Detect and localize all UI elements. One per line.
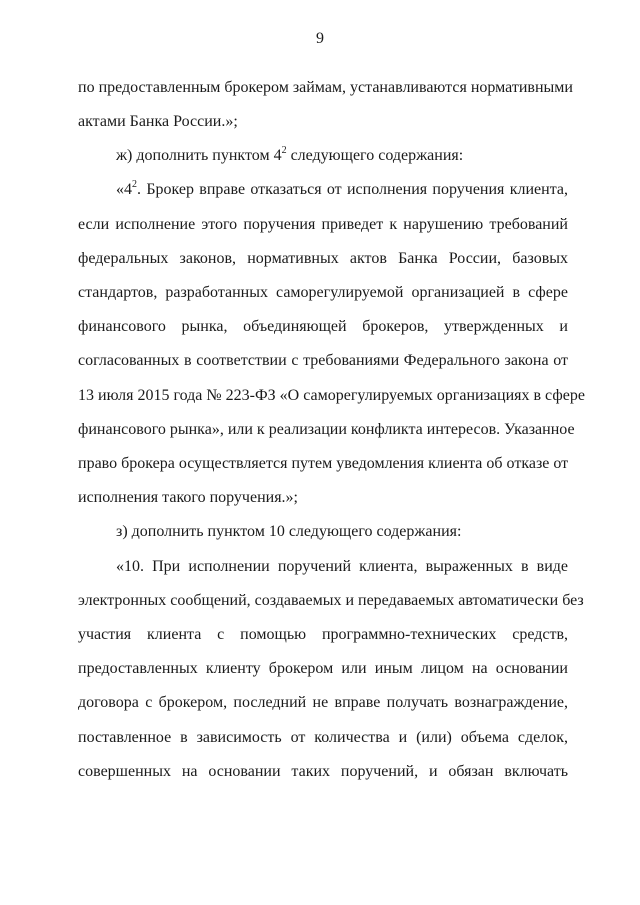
text-line: по предоставленным брокером займам, устанавливаются нормативными: [78, 79, 573, 96]
page-number: 9: [316, 30, 324, 47]
text-span: следующего содержания:: [290, 147, 464, 164]
text-line: электронных сообщений, создаваемых и передаваемых автоматически без: [78, 592, 584, 609]
text-line: согласованных в соответствии с требованиями Федерального закона от: [78, 352, 568, 369]
text-line: право брокера осуществляется путем уведомления клиента об отказе от: [78, 455, 569, 472]
text-line: предоставленных клиенту брокером или иным лицом на основании: [78, 660, 568, 677]
text-line: з) дополнить пунктом 10 следующего содержания:: [116, 523, 462, 540]
superscript: 2: [281, 144, 287, 156]
text-line: федеральных законов, нормативных актов Банка России, базовых: [78, 250, 568, 267]
text-line: стандартов, разработанных саморегулируемой организацией в сфере: [78, 284, 568, 301]
text-line: [116, 146, 568, 166]
text-line: актами Банка России.»;: [78, 113, 238, 130]
text-line: 13 июля 2015 года № 223-ФЗ «О саморегулируемых организациях в сфере: [78, 387, 585, 404]
text-line: исполнения такого поручения.»;: [78, 489, 298, 506]
superscript: 2: [132, 178, 137, 190]
text-line: поставленное в зависимость от количества и (или) объема сделок,: [78, 729, 568, 746]
text-line: [116, 180, 568, 200]
text-line: финансового рынка, объединяющей брокеров, утвержденных и: [78, 318, 568, 335]
text-line: договора с брокером, последний не вправе получать вознаграждение,: [78, 694, 568, 711]
text-line: «10. При исполнении поручений клиента, выраженных в виде: [116, 558, 568, 575]
text-line: участия клиента с помощью программно-технических средств,: [78, 626, 568, 643]
text-line: финансового рынка», или к реализации конфликта интересов. Указанное: [78, 421, 575, 438]
text-line: совершенных на основании таких поручений, и обязан включать: [78, 763, 568, 780]
text-span: ж) дополнить пунктом 4: [116, 147, 282, 164]
text-span: «4: [116, 181, 132, 198]
text-span: . Брокер вправе отказаться от исполнения поручения клиента,: [137, 181, 568, 198]
text-line: если исполнение этого поручения приведет к нарушению требований: [78, 216, 568, 233]
